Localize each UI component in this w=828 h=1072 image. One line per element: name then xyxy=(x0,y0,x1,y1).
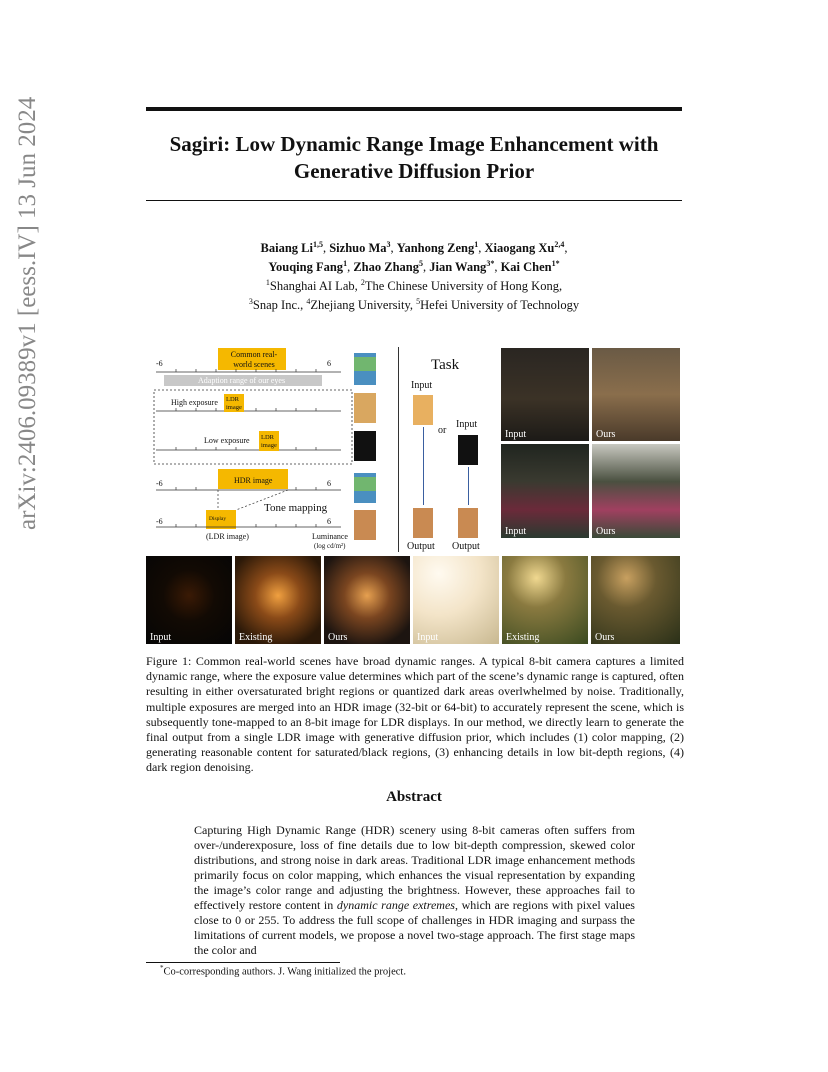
footnote: *Co-corresponding authors. J. Wang initialized the project. xyxy=(160,964,406,978)
tick-left-5: -6 xyxy=(156,517,163,526)
photo-forest-input: Input xyxy=(413,556,499,644)
ldr-image-label-1: LDR image xyxy=(226,396,242,411)
photo-building-ours: Ours xyxy=(592,348,680,441)
luminance-unit-label: (log cd/m²) xyxy=(314,542,346,550)
task-arrow-2 xyxy=(468,467,469,505)
affiliation-line-2: $^3$Snap Inc., $^4$Zhejiang University, $^5$Hefei University of Technology xyxy=(248,297,580,313)
abstract-text: Capturing High Dynamic Range (HDR) scenery using 8-bit cameras often suffers from over-/underexposure, loss of fine details due to low bit-depth compression, skewed color distributions, and strong noise in dark areas. Traditional LDR image enhancement methods primarily focus on color mapping, which enhances the visual representation by expanding the image’s color range and adjusting the brightness. However, these approaches fail to effectively restore content in dynamic range extremes, which are regions with pixel values close to 0 or 255. To address the full scope of challenges in HDR imaging and surpass the limitations of current models, we propose a novel two-stage approach. The first stage maps the color and xyxy=(194,823,635,957)
task-input-thumb-1 xyxy=(413,395,433,425)
task-input-label-1: Input xyxy=(411,380,433,391)
task-output-thumb-1 xyxy=(413,508,433,538)
tone-mapping-label: Tone mapping xyxy=(264,502,328,514)
task-output-label-1: Output xyxy=(407,541,435,552)
photo-gate-existing: Existing xyxy=(235,556,321,644)
low-exposure-label: Low exposure xyxy=(204,436,250,445)
task-arrow-1 xyxy=(423,427,424,505)
task-output-label-2: Output xyxy=(452,541,480,552)
footnote-rule xyxy=(146,962,340,963)
author-line-1: Baiang Li$^{1,5}$, Sizhuo Ma$^3$, Yanhong Zeng$^1$, Xiaogang Xu$^{2,4}$, xyxy=(260,240,568,256)
photo-tent-ours: Ours xyxy=(592,444,680,538)
tick-right-4: 6 xyxy=(327,479,331,488)
task-or-label: or xyxy=(438,425,447,436)
photo-gate-ours: Ours xyxy=(324,556,410,644)
tick-right-5: 6 xyxy=(327,517,331,526)
task-input-label-2: Input xyxy=(456,419,478,430)
ldr-image-paren-label: (LDR image) xyxy=(206,532,249,541)
common-scenes-label: Common real-world scenes xyxy=(230,350,278,369)
tick-left-1: -6 xyxy=(156,359,163,368)
figure-1 xyxy=(146,345,682,645)
hdr-image-label: HDR image xyxy=(234,476,273,485)
photo-forest-existing: Existing xyxy=(502,556,588,644)
tick-left-4: -6 xyxy=(156,479,163,488)
adaptation-label: Adaption range of our eyes xyxy=(198,376,286,385)
affiliation-line-1: $^1$Shanghai AI Lab, $^2$The Chinese University of Hong Kong, xyxy=(265,278,563,294)
photo-forest-ours: Ours xyxy=(591,556,680,644)
task-input-thumb-2 xyxy=(458,435,478,465)
author-line-2: Youqing Fang$^1$, Zhao Zhang$^5$, Jian Wang$^{3*}$, Kai Chen$^{1*}$ xyxy=(268,259,560,275)
tick-right-1: 6 xyxy=(327,359,331,368)
task-separator xyxy=(398,347,399,552)
title-rule xyxy=(146,200,682,201)
task-output-thumb-2 xyxy=(458,508,478,538)
paper-title: Sagiri: Low Dynamic Range Image Enhancement with Generative Diffusion Prior xyxy=(169,132,659,183)
figure-caption: Figure 1: Common real-world scenes have broad dynamic ranges. A typical 8-bit camera captures a limited dynamic range, where the exposure value determines which part of the scene’s dynamic range is captured, often resulting in either oversaturated bright regions or quantized dark areas overlwhelmed by noise. Traditionally, multiple exposures are merged into an HDR image (32-bit or 64-bit) to accurately represent the scene, which is subsequently tone-mapped to an 8-bit image for LDR displays. In our method, we directly learn to generate the final output from a single LDR image with generative diffusion prior, which includes (1) color mapping, (2) generating reasonable content for saturated/black regions, (3) enhancing details in low bit-depth regions, (4) dark region denoising. xyxy=(146,654,684,775)
high-exposure-label: High exposure xyxy=(171,398,218,407)
abstract-heading: Abstract xyxy=(386,789,442,805)
task-label: Task xyxy=(431,357,460,373)
top-rule xyxy=(146,107,682,111)
photo-tent-input: Input xyxy=(501,444,589,538)
photo-gate-input: Input xyxy=(146,556,232,644)
display-label: Display xyxy=(209,516,227,522)
author-block xyxy=(146,237,682,314)
ldr-image-label-2: LDR image xyxy=(261,434,277,449)
photo-building-input: Input xyxy=(501,348,589,441)
luminance-label: Luminance xyxy=(312,532,348,541)
